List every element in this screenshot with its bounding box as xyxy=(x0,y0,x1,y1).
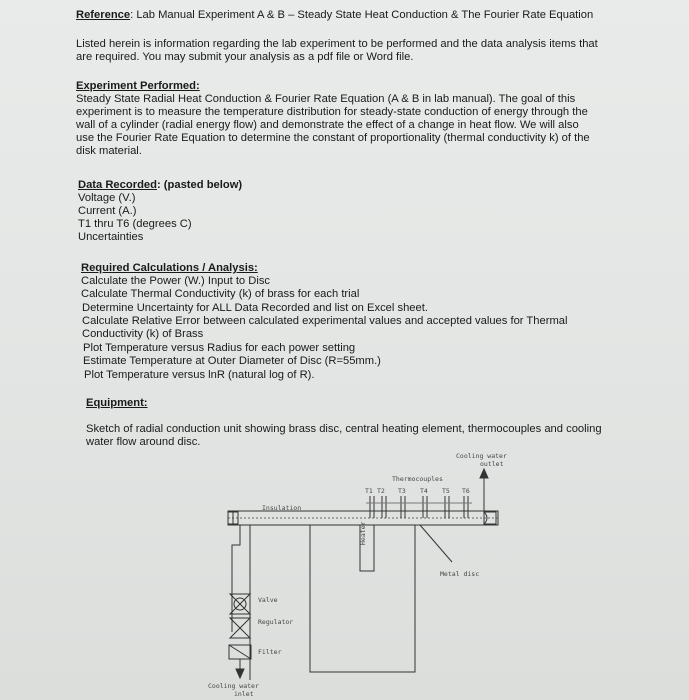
data-item-uncertainties: Uncertainties xyxy=(78,231,144,243)
metal-disc-leader xyxy=(420,525,452,562)
cooling-outlet-label-2: outlet xyxy=(480,460,504,468)
equipment-line-2: water flow around disc. xyxy=(86,436,201,448)
regulator-label: Regulator xyxy=(258,618,294,626)
cooling-inlet-label-2: inlet xyxy=(234,690,254,698)
cooling-outlet-label-1: Cooling water xyxy=(456,452,507,460)
data-item-voltage: Voltage (V.) xyxy=(78,192,136,204)
tc-label-t3: T3 xyxy=(398,487,406,495)
tc-label-t6: T6 xyxy=(462,487,470,495)
intro-line-1: Listed herein is information regarding the lab experiment to be performed and the data analysis items that xyxy=(76,38,598,50)
calc-item-6: Plot Temperature versus Radius for each power setting xyxy=(83,342,356,354)
experiment-line-2: experiment is to measure the temperature distribution for steady-state conduction of energy through the xyxy=(76,106,588,118)
calc-item-2: Calculate Thermal Conductivity (k) of brass for each trial xyxy=(81,288,360,300)
calc-item-7: Estimate Temperature at Outer Diameter of Disc (R=55mm.) xyxy=(83,355,381,367)
insulation-label: Insulation xyxy=(262,504,302,512)
cooling-inlet-label-1: Cooling water xyxy=(208,682,259,690)
calc-item-8: Plot Temperature versus lnR (natural log of R). xyxy=(84,369,315,381)
calc-item-5: Conductivity (k) of Brass xyxy=(82,328,204,340)
experiment-line-3: wall of a cylinder (radial energy flow) and demonstrate the effect of a change in heat flow. We will also xyxy=(76,119,579,131)
data-item-temperatures: T1 thru T6 (degrees C) xyxy=(78,218,192,230)
calc-item-4: Calculate Relative Error between calculated experimental values and accepted values for Thermal xyxy=(82,315,568,327)
metal-disc-label: Metal disc xyxy=(440,570,480,578)
data-recorded-label: Data Recorded xyxy=(78,179,157,191)
experiment-heading: Experiment Performed: xyxy=(76,80,200,92)
equipment-heading: Equipment: xyxy=(86,397,148,409)
tc-label-t4: T4 xyxy=(420,487,428,495)
outlet-arrow xyxy=(480,469,488,478)
inlet-arrow xyxy=(236,669,244,678)
experiment-line-5: disk material. xyxy=(76,145,142,157)
valve-label: Valve xyxy=(258,596,278,604)
water-return-pipe xyxy=(310,525,415,672)
heater-label: Heater xyxy=(359,521,367,545)
thermocouple-probes xyxy=(366,496,472,518)
calc-item-1: Calculate the Power (W.) Input to Disc xyxy=(81,275,271,287)
reference-label: Reference xyxy=(76,9,131,21)
thermocouples-label: Thermocouples xyxy=(392,475,443,483)
experiment-line-4: use the Fourier Rate Equation to determine the constant of proportionality (thermal conductivity k) of the xyxy=(76,132,590,144)
experiment-line-1: Steady State Radial Heat Conduction & Fourier Rate Equation (A & B in lab manual). The goal of this xyxy=(76,93,576,105)
calculations-heading: Required Calculations / Analysis: xyxy=(81,262,258,274)
valve-symbol xyxy=(230,594,250,614)
filter-label: Filter xyxy=(258,648,282,656)
tc-label-t2: T2 xyxy=(377,487,385,495)
reference-text: : Lab Manual Experiment A & B – Steady State Heat Conduction & The Fourier Rate Equation xyxy=(130,9,594,21)
tc-label-t5: T5 xyxy=(442,487,450,495)
data-item-current: Current (A.) xyxy=(78,205,137,217)
regulator-symbol xyxy=(230,618,250,638)
calc-item-3: Determine Uncertainty for ALL Data Recorded and list on Excel sheet. xyxy=(82,302,428,314)
data-recorded-suffix: : (pasted below) xyxy=(156,179,243,191)
tc-label-t1: T1 xyxy=(365,487,373,495)
intro-line-2: are required. You may submit your analysis as a pdf file or Word file. xyxy=(76,51,414,63)
equipment-line-1: Sketch of radial conduction unit showing brass disc, central heating element, thermocouples and cooling xyxy=(86,423,602,435)
